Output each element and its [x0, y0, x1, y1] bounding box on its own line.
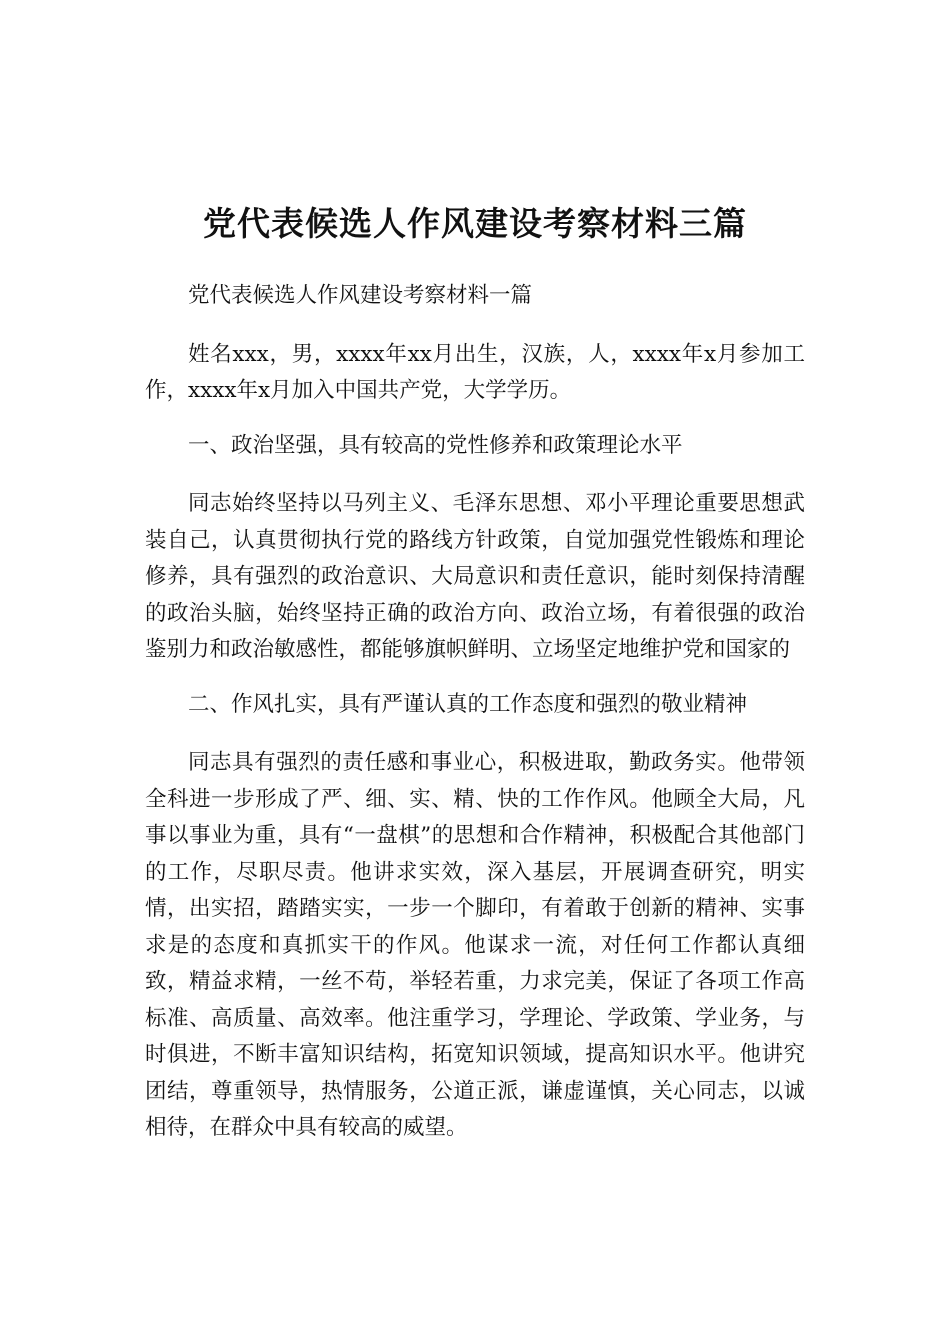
document-body: [145, 200, 805, 1165]
work-style-paragraph: 同志具有强烈的责任感和事业心，积极进取，勤政务实。他带领全科进一步形成了严、细、实、精、快的工作作风。他顾全大局，凡事以事业为重，具有“一盘棋”的思想和合作精神，积极配合其他部门的工作，尽职尽责。他讲求实效，深入基层，开展调查研究，明实情，出实招，踏踏实实，一步一个脚印，有着敢于创新的精神、实事求是的态度和真抓实干的作风。他谋求一流，对任何工作都认真细致，精益求精，一丝不苟，举轻若重，力求完美，保证了各项工作高标准、高质量、高效率。他注重学习，学理论、学政策、学业务，与时俱进，不断丰富知识结构，拓宽知识领域，提高知识水平。他讲究团结，尊重领导，热情服务，公道正派，谦虚谨慎，关心同志，以诚相待，在群众中具有较高的威望。: [145, 750, 805, 1140]
section-heading-political: 一、政治坚强，具有较高的党性修养和政策理论水平: [188, 432, 683, 458]
section-heading-work-style: 二、作风扎实，具有严谨认真的工作态度和强烈的敬业精神: [188, 691, 748, 717]
political-paragraph: 同志始终坚持以马列主义、毛泽东思想、邓小平理论重要思想武装自己，认真贯彻执行党的路线方针政策，自觉加强党性锻炼和理论修养，具有强烈的政治意识、大局意识和责任意识，能时刻保持清醒的政治头脑，始终坚持正确的政治方向、政治立场，有着很强的政治鉴别力和政治敏感性，都能够旗帜鲜明、立场坚定地维护党和国家的: [145, 491, 805, 662]
document-title: 党代表候选人作风建设考察材料三篇: [203, 204, 747, 243]
section-subtitle: 党代表候选人作风建设考察材料一篇: [188, 283, 533, 308]
candidate-profile-paragraph: 姓名xxx，男，xxxx年xx月出生，汉族，人，xxxx年x月参加工作，xxxx年x月加入中国共产党，大学学历。: [145, 341, 805, 403]
